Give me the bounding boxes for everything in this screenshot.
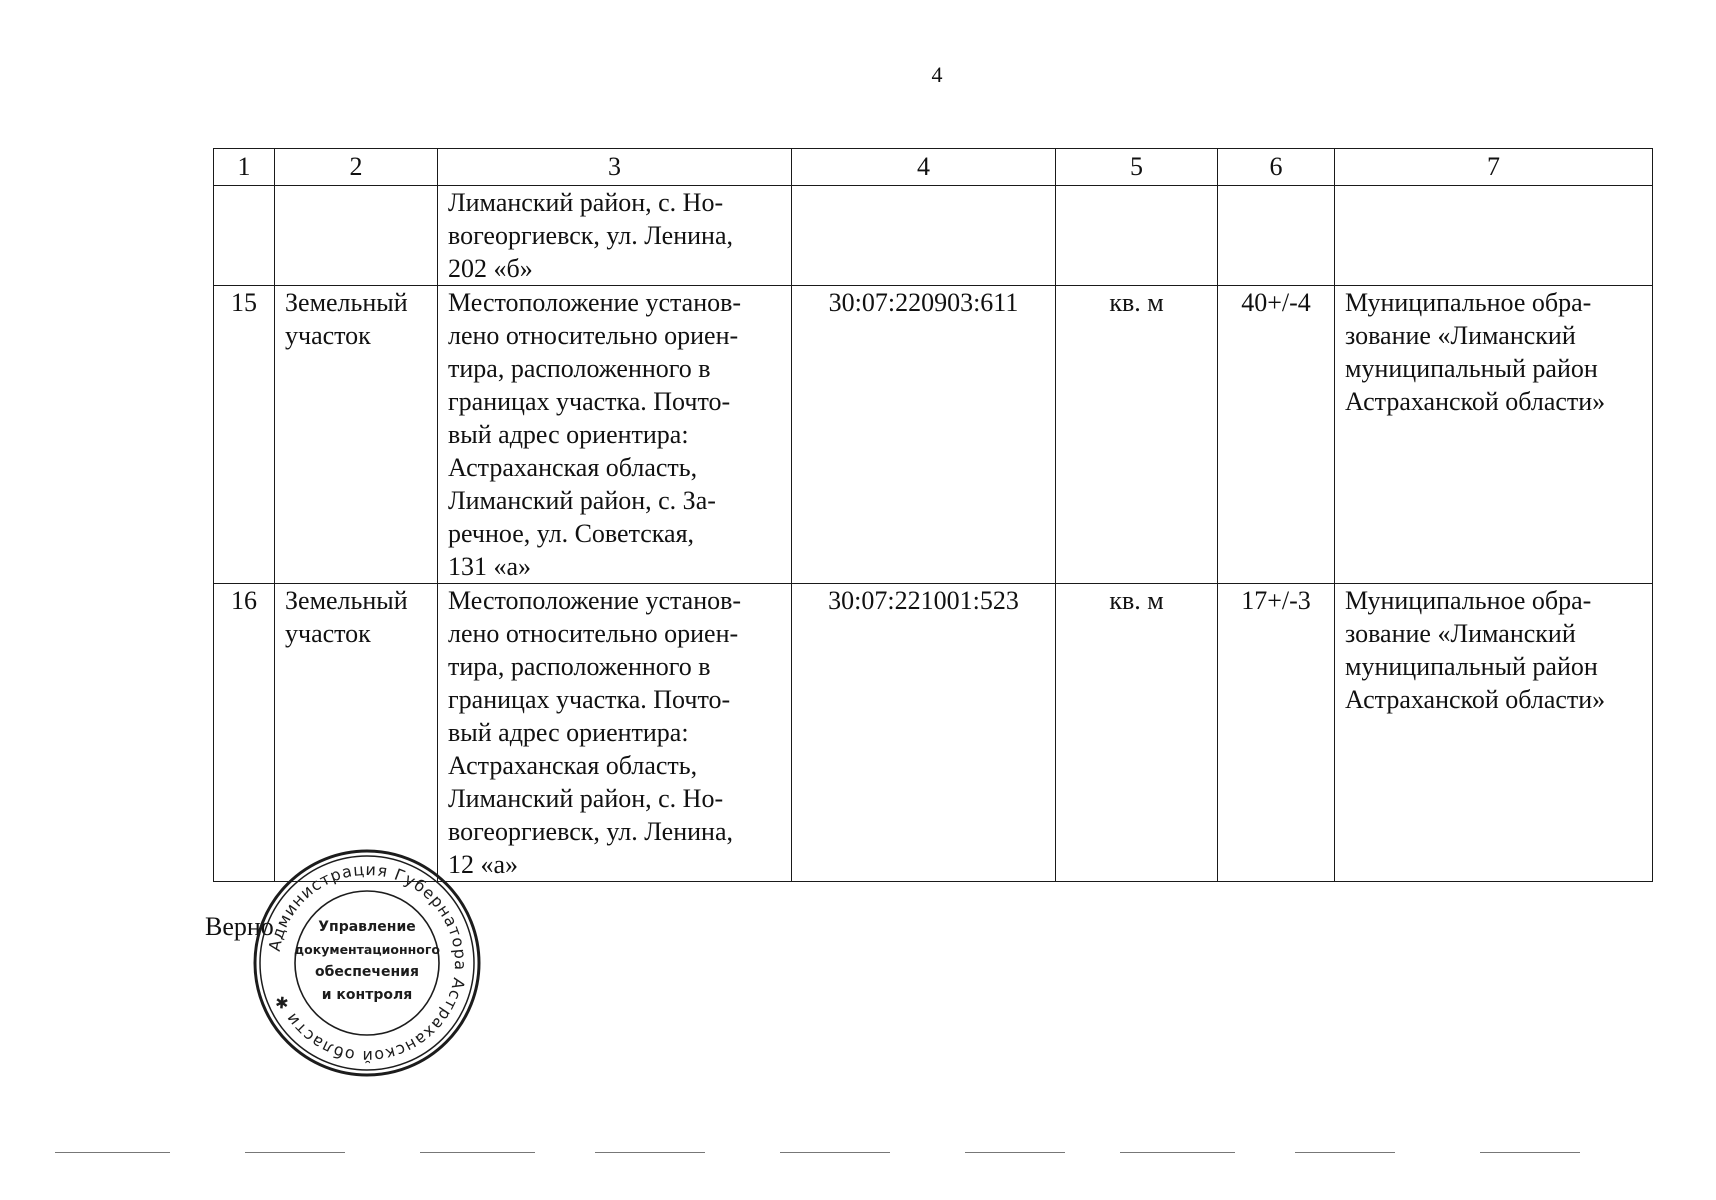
column-header: 3 — [438, 149, 792, 186]
column-header: 1 — [214, 149, 275, 186]
table-row — [214, 584, 1653, 882]
address-line: тира, расположенного в — [448, 652, 711, 681]
stamp-center-line: обеспечения — [315, 964, 419, 980]
cell-area — [1218, 186, 1335, 286]
column-header: 2 — [275, 149, 438, 186]
footer-line — [420, 1152, 535, 1153]
address-line: вогеоргиевск, ул. Ленина, — [448, 817, 733, 846]
cell-address — [438, 286, 792, 584]
address-line: речное, ул. Советская, — [448, 519, 695, 548]
cell-unit — [1056, 186, 1218, 286]
table-header-row — [214, 149, 1653, 186]
type-line: Земельный — [285, 586, 408, 615]
cell-owner — [1335, 186, 1653, 286]
footer-line — [55, 1152, 170, 1153]
address-line: Лиманский район, с. За- — [448, 486, 716, 515]
cell-num: 16 — [214, 584, 275, 882]
cell-address — [438, 186, 792, 286]
table-row — [214, 286, 1653, 584]
cell-type — [275, 286, 438, 584]
address-line: 202 «б» — [448, 254, 533, 283]
address-line: вый адрес ориентира: — [448, 420, 689, 449]
owner-line: Муниципальное обра- — [1345, 586, 1592, 615]
type-line: Земельный — [285, 288, 408, 317]
footer-line — [245, 1152, 345, 1153]
address-line: Лиманский район, с. Но- — [448, 188, 724, 217]
address-line: 12 «а» — [448, 850, 519, 879]
footer-line — [595, 1152, 705, 1153]
footer-line — [965, 1152, 1065, 1153]
column-header: 7 — [1335, 149, 1653, 186]
cell-type — [275, 584, 438, 882]
column-header: 4 — [792, 149, 1056, 186]
address-line: лено относительно ориен- — [448, 321, 739, 350]
stamp-center-line: документационного — [294, 942, 440, 957]
stamp-ring-text: Администрация Губернатора Астраханской области ✱ — [264, 859, 471, 1067]
column-header: 6 — [1218, 149, 1335, 186]
cell-num: 15 — [214, 286, 275, 584]
official-seal-stamp — [252, 848, 482, 1078]
page-number: 4 — [931, 62, 943, 87]
cell-area: 17+/-3 — [1218, 584, 1335, 882]
cell-cadastral: 30:07:221001:523 — [792, 584, 1056, 882]
type-line: участок — [285, 321, 371, 350]
address-line: Астраханская область, — [448, 453, 698, 482]
cell-num — [214, 186, 275, 286]
stamp-center-line: Управление — [318, 919, 416, 935]
footer-line — [1120, 1152, 1235, 1153]
column-header: 5 — [1056, 149, 1218, 186]
owner-line: Муниципальное обра- — [1345, 288, 1592, 317]
owner-line: зование «Лиманский — [1345, 619, 1576, 648]
land-plots-table — [213, 148, 1653, 882]
address-line: Астраханская область, — [448, 751, 698, 780]
certification-verno: Верно — [205, 912, 274, 941]
footer-line — [1295, 1152, 1395, 1153]
footer-scan-lines — [55, 1152, 1595, 1158]
owner-line: Астраханской области» — [1345, 685, 1606, 714]
cell-cadastral: 30:07:220903:611 — [792, 286, 1056, 584]
cell-unit: кв. м — [1056, 584, 1218, 882]
cell-area: 40+/-4 — [1218, 286, 1335, 584]
stamp-outer-ring — [255, 851, 479, 1075]
cell-owner — [1335, 286, 1653, 584]
stamp-outer-ring-inner — [260, 856, 474, 1070]
address-line: границах участка. Почто- — [448, 387, 731, 416]
cell-cadastral — [792, 186, 1056, 286]
address-line: Местоположение установ- — [448, 586, 742, 615]
stamp-center-line: и контроля — [321, 987, 413, 1003]
address-line: лено относительно ориен- — [448, 619, 739, 648]
owner-line: муниципальный район — [1345, 652, 1598, 681]
cell-type — [275, 186, 438, 286]
owner-line: Астраханской области» — [1345, 387, 1606, 416]
cell-owner — [1335, 584, 1653, 882]
table-row-continuation — [214, 186, 1653, 286]
stamp-inner-ring — [295, 891, 439, 1035]
cell-unit: кв. м — [1056, 286, 1218, 584]
address-line: тира, расположенного в — [448, 354, 711, 383]
address-line: границах участка. Почто- — [448, 685, 731, 714]
address-line: Местоположение установ- — [448, 288, 742, 317]
address-line: Лиманский район, с. Но- — [448, 784, 724, 813]
address-line: вогеоргиевск, ул. Ленина, — [448, 221, 733, 250]
cell-address — [438, 584, 792, 882]
type-line: участок — [285, 619, 371, 648]
owner-line: зование «Лиманский — [1345, 321, 1576, 350]
footer-line — [780, 1152, 890, 1153]
address-line: 131 «а» — [448, 552, 532, 581]
footer-line — [1480, 1152, 1580, 1153]
address-line: вый адрес ориентира: — [448, 718, 689, 747]
owner-line: муниципальный район — [1345, 354, 1598, 383]
